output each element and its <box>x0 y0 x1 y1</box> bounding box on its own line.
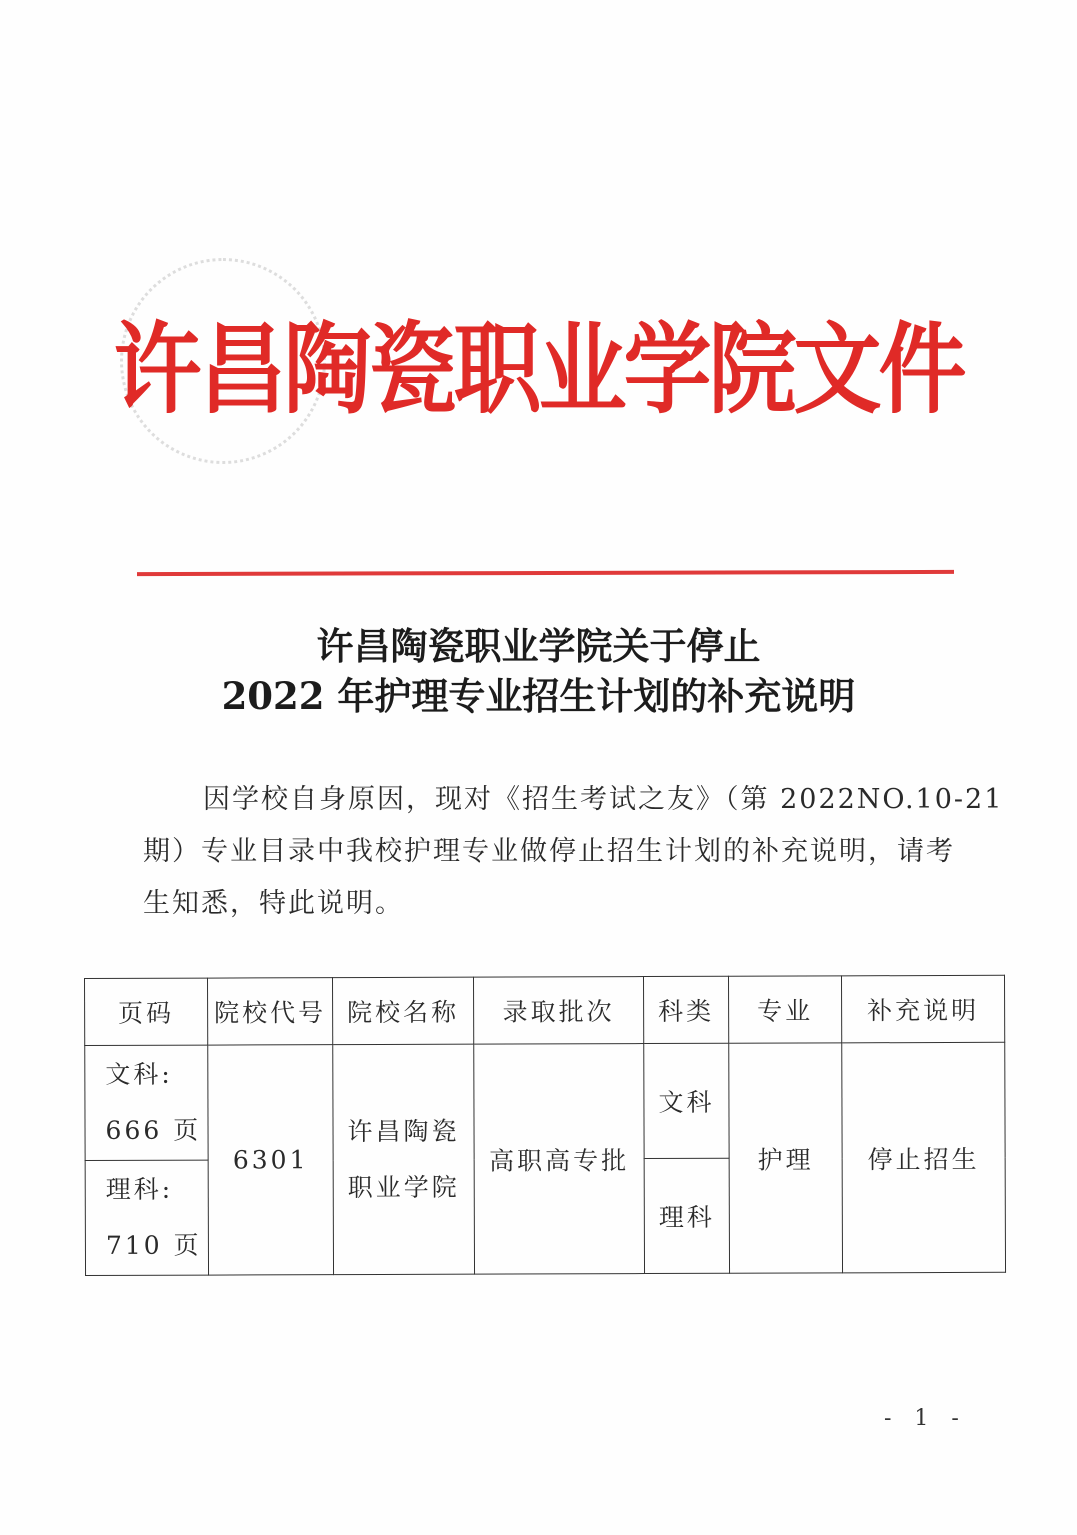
header-category: 科类 <box>643 976 728 1043</box>
table-header-row <box>85 975 1005 1045</box>
page-like-value: 710 页 <box>105 1230 202 1260</box>
header-major: 专业 <box>728 976 841 1043</box>
body-paragraph-line1: 因学校自身原因，现对《招生考试之友》（第 2022NO.10-21 <box>203 784 1004 815</box>
school-code-cell: 6301 <box>208 1045 334 1275</box>
document-title-line1: 许昌陶瓷职业学院关于停止 <box>316 624 761 668</box>
page-cell-wenke <box>85 1045 208 1160</box>
document-header-title: 许昌陶瓷职业学院文件 <box>113 310 964 428</box>
school-name-line1: 许昌陶瓷 <box>347 1116 460 1146</box>
body-paragraph-line3: 生知悉，特此说明。 <box>143 888 404 919</box>
document-title-line2: 2022 年护理专业招生计划的补充说明 <box>221 674 856 718</box>
enrollment-plan-table <box>84 975 1006 1276</box>
school-name-cell <box>333 1044 475 1274</box>
body-paragraph-line2: 期）专业目录中我校护理专业做停止招生计划的补充说明，请考 <box>143 836 955 867</box>
page-like-label: 理科: <box>105 1174 174 1204</box>
header-batch: 录取批次 <box>473 977 643 1045</box>
page-wenke-label: 文科: <box>105 1059 173 1089</box>
header-note: 补充说明 <box>841 975 1004 1043</box>
red-divider-line <box>137 570 954 576</box>
header-school-name: 院校名称 <box>333 977 474 1044</box>
category-wenke-cell: 文科 <box>644 1043 729 1158</box>
table-row <box>85 1042 1005 1160</box>
header-page: 页码 <box>85 978 208 1045</box>
page-wenke-value: 666 页 <box>105 1115 202 1145</box>
school-name-line2: 职业学院 <box>347 1172 460 1202</box>
note-cell: 停止招生 <box>842 1042 1006 1273</box>
page-cell-like <box>85 1160 208 1275</box>
page-number: - 1 - <box>884 1406 967 1431</box>
header-school-code: 院校代号 <box>208 978 333 1045</box>
category-like-cell: 理科 <box>644 1158 729 1273</box>
batch-cell: 高职高专批 <box>474 1044 645 1275</box>
major-cell: 护理 <box>729 1043 843 1273</box>
